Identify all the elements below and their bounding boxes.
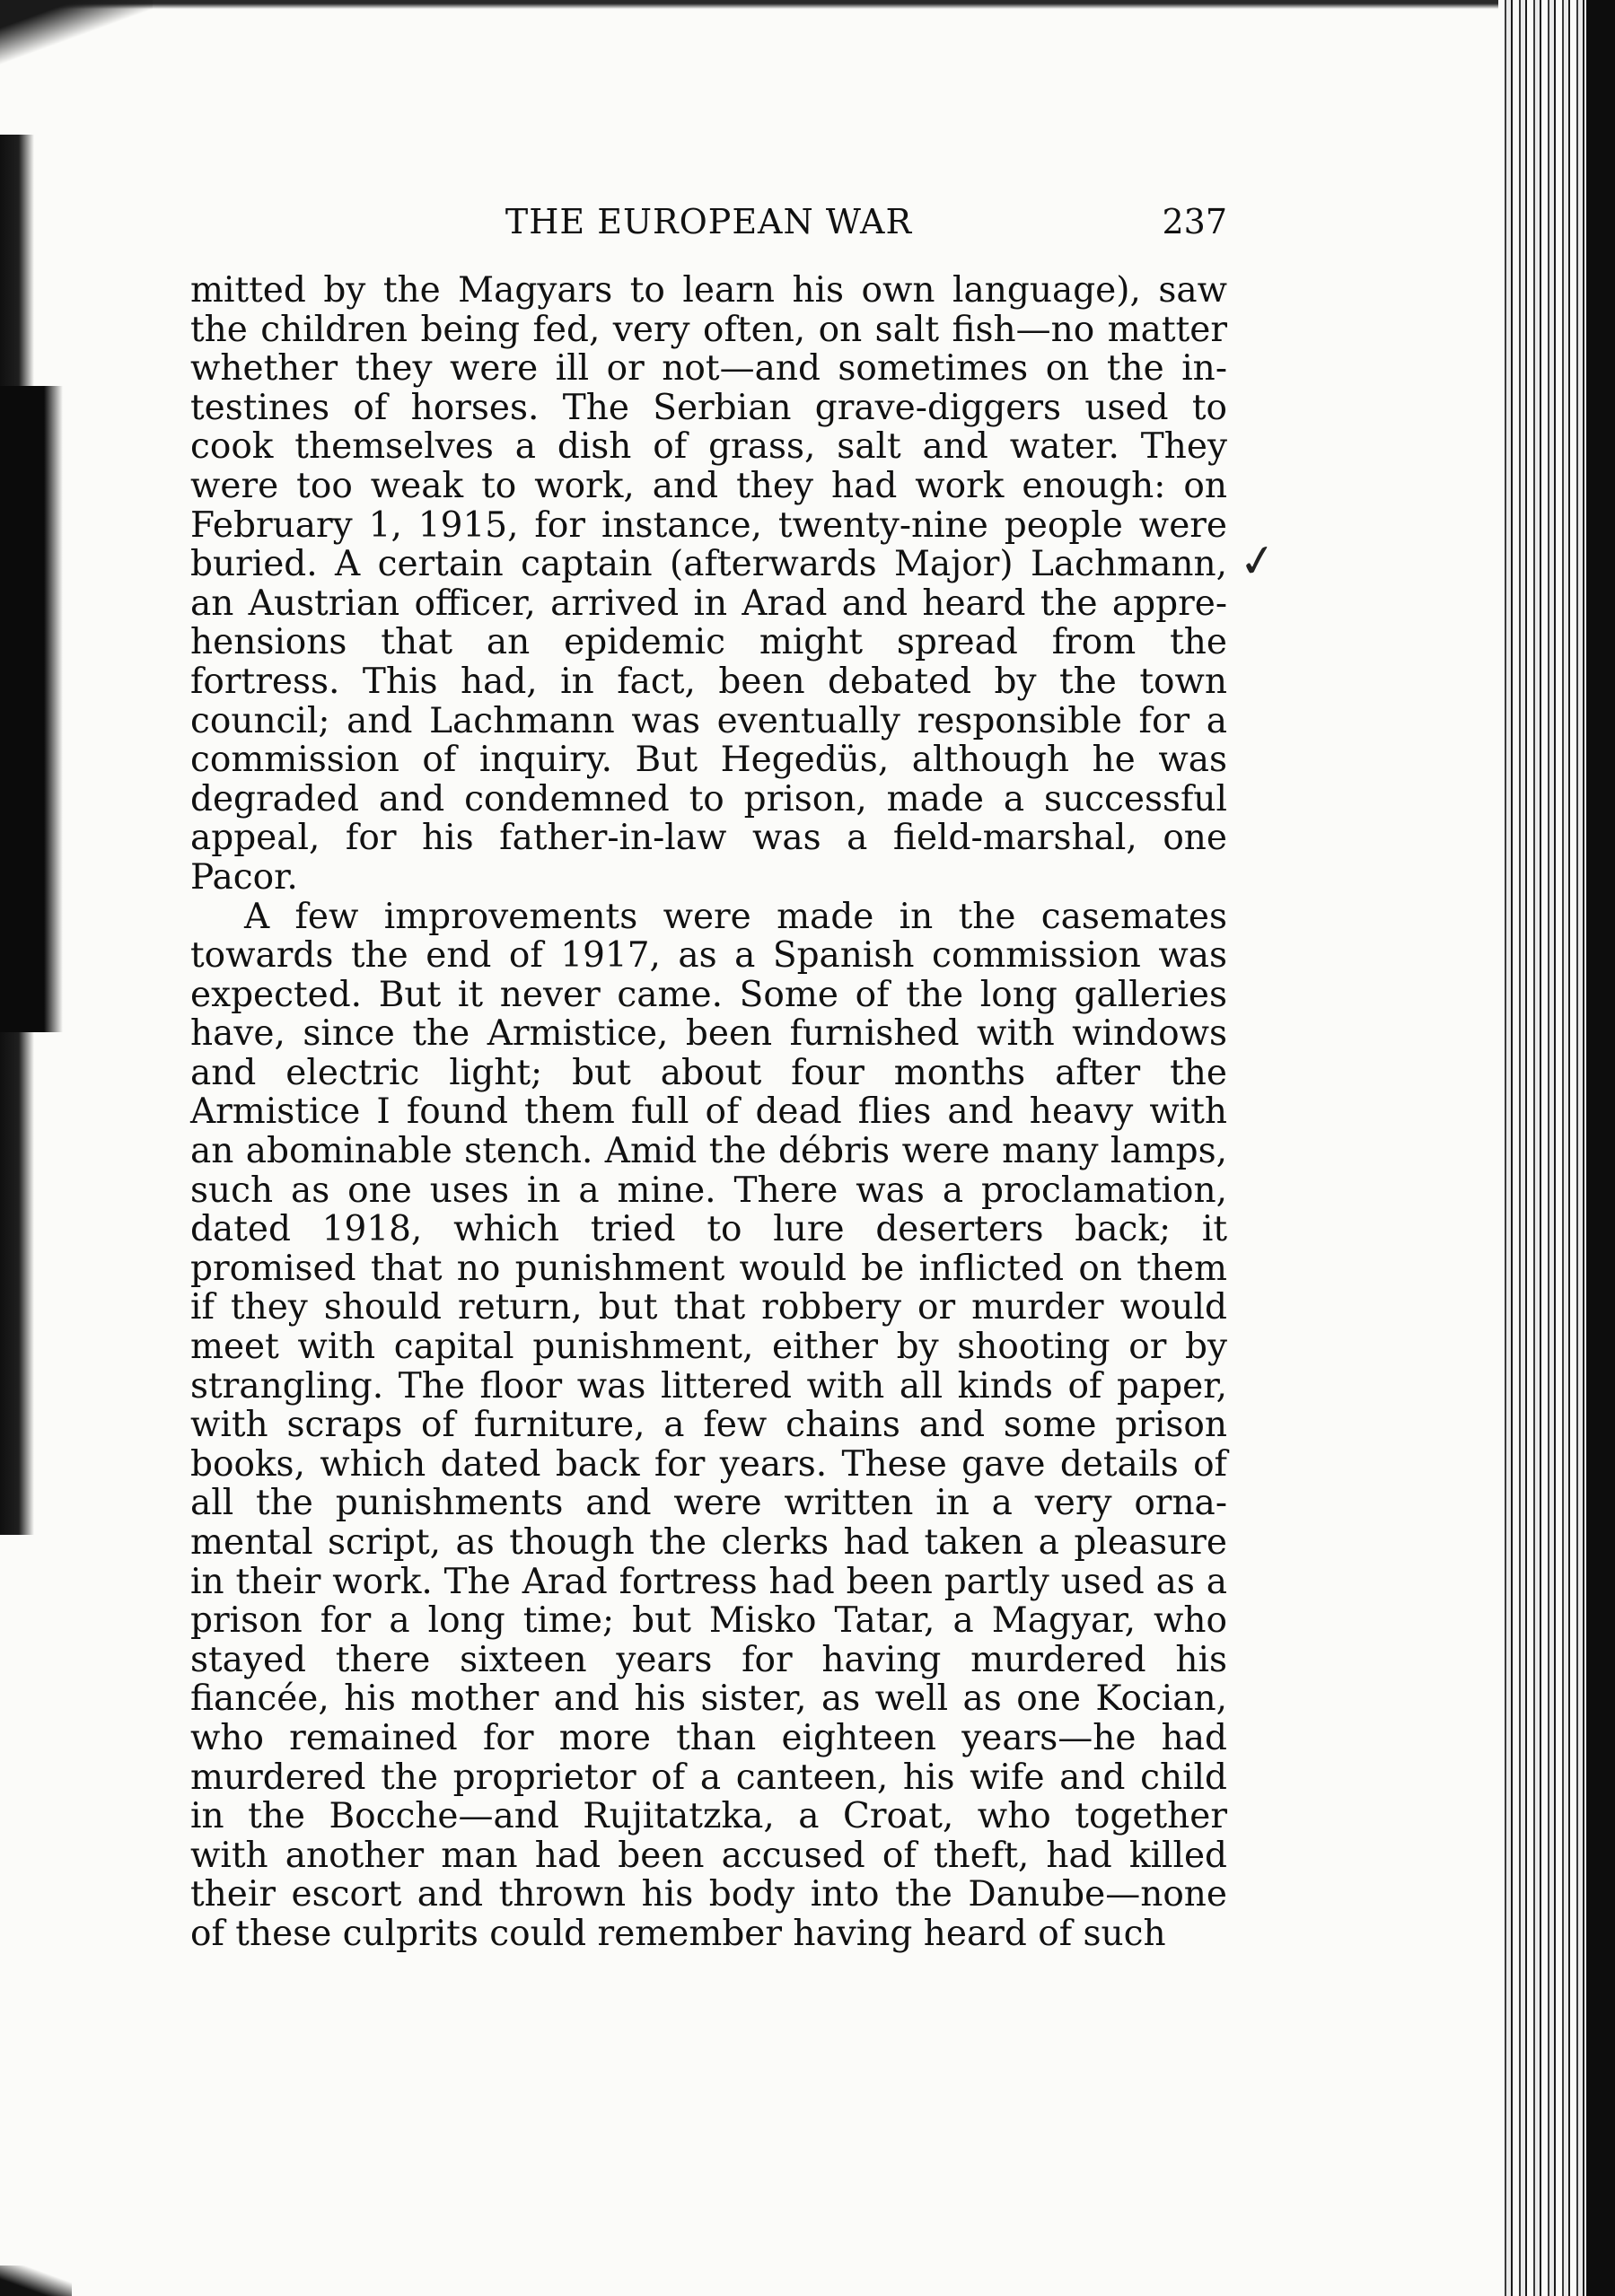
paragraph: mitted by the Magyars to learn his own language), saw the children being fed, very often, on salt fish—no matter whether they were ill or not—and sometimes on the intestines of horses. The Serbian grave-diggers used to cook themselves a dish of grass, salt and water. They were too weak to work, and they had work enough: on February 1, 1915, for instance, twenty-nine people were buried. A certain captain (afterwards Major) Lachmann, an Austrian officer, arrived in Arad and heard the apprehensions that an epidemic might spread from the fortress. This had, in fact, been debated by the town council; and Lachmann was eventually responsible for a commission of inquiry. But Hegedüs, although he was degraded and condemned to prison, made a successful appeal, for his father-in-law was a field-marshal, one Pacor.: [190, 270, 1227, 898]
scan-top-edge: [0, 0, 1615, 9]
binding-shadow-dark: [0, 386, 63, 1032]
scan-bottom-smudge: [0, 2265, 72, 2296]
margin-check-mark: ✓: [1235, 532, 1280, 590]
running-head: THE EUROPEAN WAR: [505, 202, 913, 241]
scan-corner-shadow: [0, 0, 153, 99]
paragraph: A few improvements were made in the casemates towards the end of 1917, as a Spanish commission was expected. But it never came. Some of the long galleries have, since the Armistice, been furnished with windows and electric light; but about four months after the Armistice I found them full of dead flies and heavy with an abominable stench. Amid the débris were many lamps, such as one uses in a mine. There was a proclamation, dated 1918, which tried to lure deserters back; it promised that no punishment would be inflicted on them if they should return, but that robbery or murder would meet with capital punishment, either by shooting or by strangling. The floor was littered with all kinds of paper, with scraps of furniture, a few chains and some prison books, which dated back for years. These gave details of all the punishments and were written in a very ornamental script, as though the clerks had taken a pleasure in their work. The Arad fortress had been partly used as a prison for a long time; but Misko Tatar, a Magyar, who stayed there sixteen years for having murdered his fiancée, his mother and his sister, as well as one Kocian, who remained for more than eighteen years—he had murdered the proprietor of a canteen, his wife and child in the Bocche—and Rujitatzka, a Croat, who together with another man had been accused of theft, had killed their escort and thrown his body into the Danube—none of these culprits could remember having heard of such: [190, 896, 1227, 1954]
page-number: 237: [1162, 202, 1227, 241]
page-edges: [1498, 0, 1615, 2296]
page-header: [190, 195, 1227, 249]
body-text: [190, 271, 1227, 1954]
